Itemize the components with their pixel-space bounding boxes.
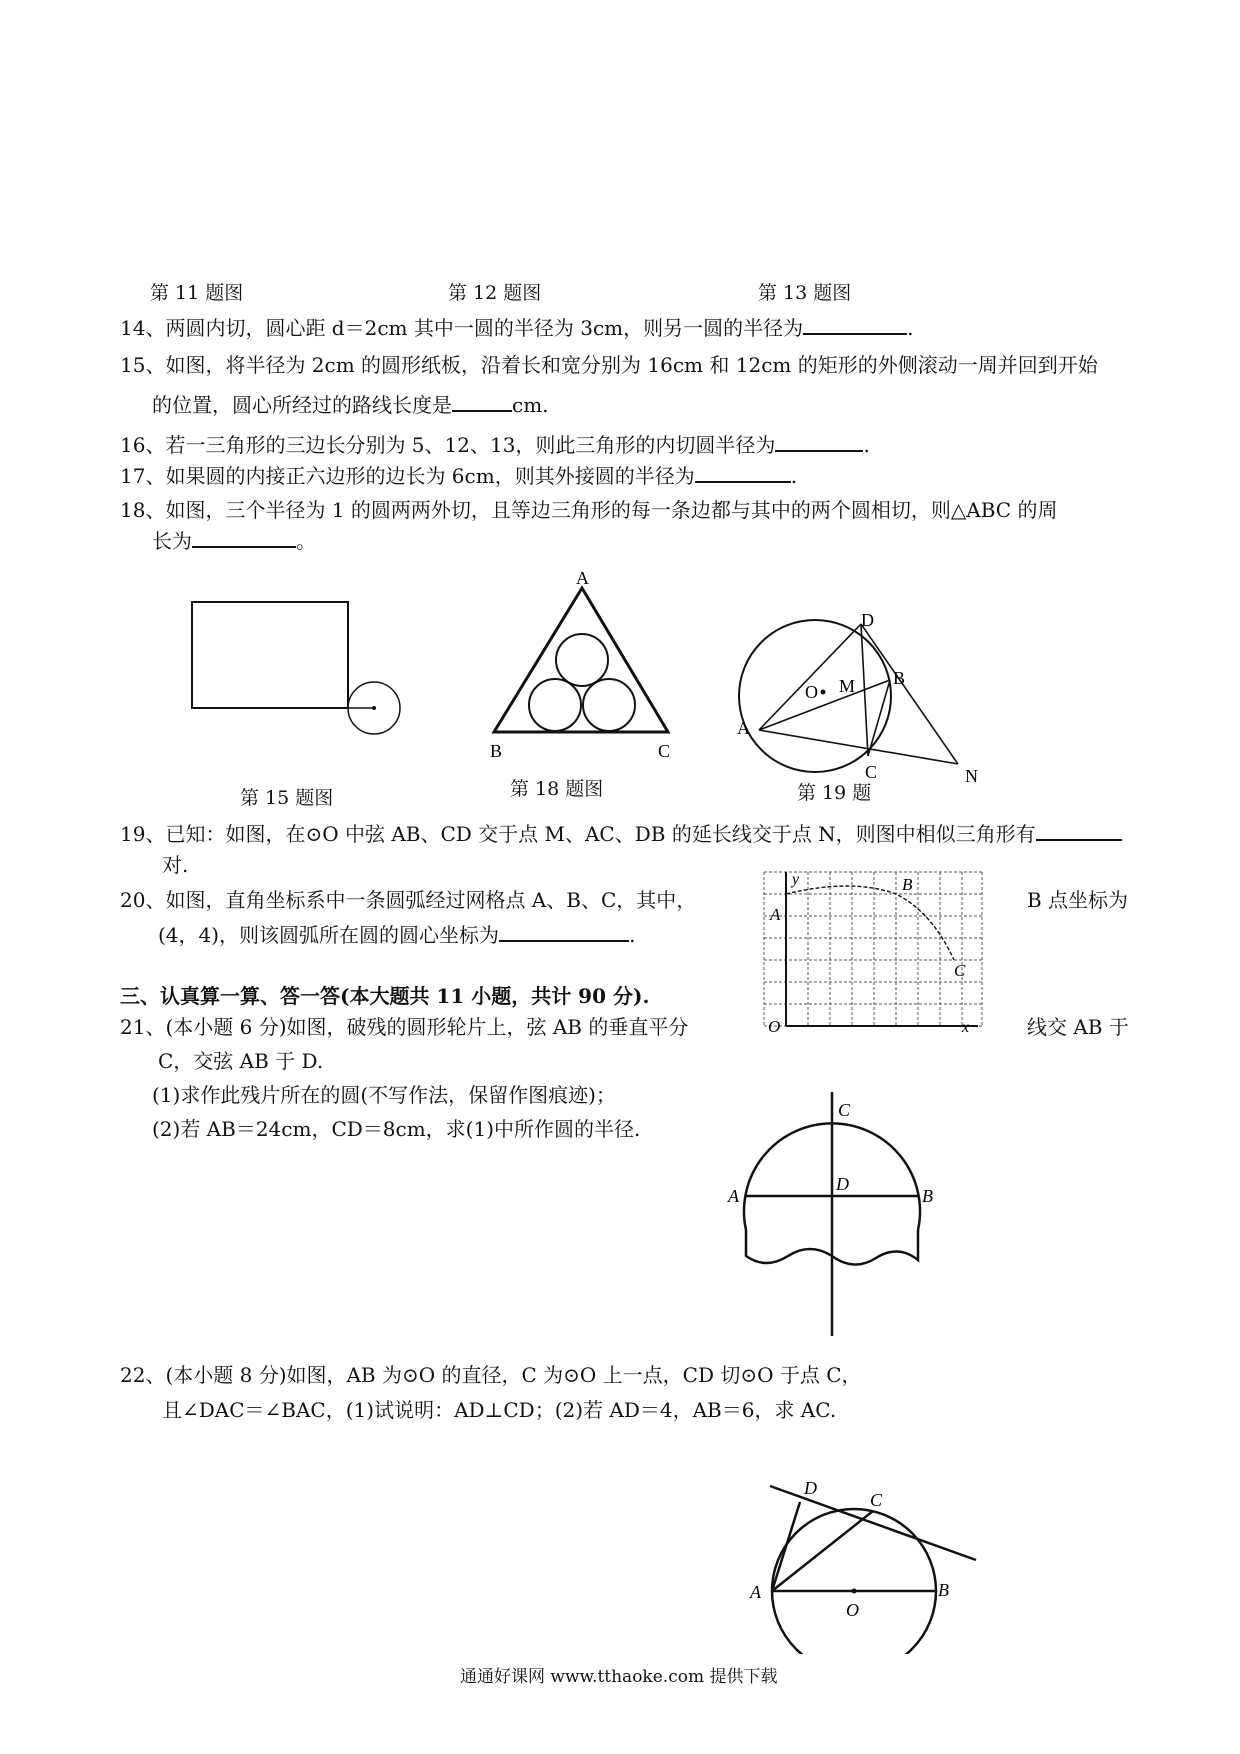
line-bc (868, 680, 890, 756)
caption-fig19: 第 19 题 (797, 782, 872, 804)
question-20-line1: 20、如图，直角坐标系中一条圆弧经过网格点 A、B、C，其中， (120, 888, 697, 912)
circle-center-dot (372, 706, 376, 710)
circle-top (556, 634, 608, 686)
caption-fig13: 第 13 题图 (758, 282, 852, 304)
question-16-end: . (863, 433, 870, 457)
question-22-line1: 22、(本小题 8 分)如图，AB 为⊙O 的直径，C 为⊙O 上一点，CD 切⊙O 于点 C， (120, 1363, 862, 1387)
center-dot (821, 690, 826, 695)
question-14-text: 14、两圆内切，圆心距 d＝2cm 其中一圆的半径为 3cm，则另一圆的半径为 (120, 316, 804, 340)
caption-fig15: 第 15 题图 (240, 787, 334, 809)
label-b: B (490, 741, 503, 761)
answer-blank (775, 432, 863, 452)
label-a: A (576, 568, 589, 588)
question-15-line1: 15、如图，将半径为 2cm 的圆形纸板，沿着长和宽分别为 16cm 和 12cm 的矩形的外侧滚动一周并回到开始 (120, 353, 1098, 377)
label-d: D (861, 612, 874, 630)
question-17 (120, 463, 797, 489)
question-21-part2: (2)若 AB＝24cm，CD＝8cm，求(1)中所作圆的半径. (152, 1117, 641, 1141)
question-21-part1: (1)求作此残片所在的圆(不写作法，保留作图痕迹)； (152, 1083, 616, 1107)
question-18-line1: 18、如图，三个半径为 1 的圆两两外切，且等边三角形的每一条边都与其中的两个圆相切，则△ABC 的周 (120, 498, 1058, 522)
question-20-line1-right: B 点坐标为 (1027, 888, 1129, 912)
footer-download-note: 通通好课网 www.tthaoke.com 提供下载 (460, 1667, 778, 1687)
figure-19 (725, 612, 1005, 792)
question-19-line2: 对. (162, 853, 189, 877)
question-18-text: 长为 (152, 529, 192, 553)
question-20-line2 (158, 922, 635, 948)
figure-21 (720, 1092, 950, 1342)
label-m: M (839, 676, 856, 696)
label-a: A (750, 1582, 761, 1602)
rectangle-shape (192, 602, 348, 708)
circle-left (529, 679, 581, 731)
figure-18 (480, 562, 680, 762)
answer-blank (695, 463, 791, 483)
label-d: D (836, 1174, 849, 1194)
answer-blank (499, 922, 629, 942)
caption-fig18: 第 18 题图 (510, 778, 604, 800)
chord-ac (772, 1511, 873, 1591)
question-14 (120, 315, 913, 341)
question-20-text: (4，4)，则该圆弧所在圆的圆心坐标为 (158, 923, 500, 947)
question-18-end: 。 (296, 529, 316, 553)
answer-blank (452, 392, 512, 412)
question-19-line1 (120, 821, 1122, 847)
circle-right (583, 679, 635, 731)
figure-22 (748, 1468, 994, 1654)
section-3-heading: 三、认真算一算、答一答(本大题共 11 小题，共计 90 分). (120, 984, 650, 1008)
label-c: C (870, 1490, 883, 1510)
question-22-line2: 且∠DAC＝∠BAC，(1)试说明：AD⊥CD；(2)若 AD＝4，AB＝6，求 AC. (162, 1398, 837, 1422)
label-o: O (768, 1017, 781, 1036)
label-c: C (838, 1100, 851, 1120)
question-19-text: 19、已知：如图，在⊙O 中弦 AB、CD 交于点 M、AC、DB 的延长线交于点 N，则图中相似三角形有 (120, 822, 1036, 846)
label-o: O (805, 682, 818, 702)
circle-o (772, 1509, 936, 1654)
question-17-end: . (790, 464, 798, 488)
label-c: C (865, 762, 878, 782)
question-21-line1: 21、(本小题 6 分)如图，破残的圆形轮片上，弦 AB 的垂直平分 (120, 1015, 689, 1039)
label-x: x (962, 1019, 970, 1036)
answer-blank (803, 315, 907, 335)
label-b: B (938, 1580, 949, 1600)
label-d: D (804, 1478, 817, 1498)
caption-fig12: 第 12 题图 (448, 282, 542, 304)
label-a: A (770, 905, 781, 924)
caption-fig11: 第 11 题图 (150, 282, 244, 304)
label-b: B (893, 668, 906, 688)
figure-15 (162, 570, 412, 750)
question-15-line2 (152, 392, 549, 418)
question-14-end: . (907, 316, 914, 340)
label-o: O (846, 1600, 859, 1620)
segment-ad (772, 1502, 800, 1591)
question-16 (120, 432, 870, 458)
question-15-text: 的位置，圆心所经过的路线长度是 (152, 393, 452, 417)
label-c: C (954, 961, 966, 980)
answer-blank (192, 528, 296, 548)
center-dot (852, 1589, 857, 1594)
answer-blank (1036, 821, 1122, 841)
question-18-line2 (152, 528, 316, 554)
label-n: N (965, 766, 978, 786)
question-16-text: 16、若一三角形的三边长分别为 5、12、13，则此三角形的内切圆半径为 (120, 433, 776, 457)
label-b: B (922, 1186, 933, 1206)
chord-ab (759, 680, 890, 730)
question-21-line1-right: 线交 AB 于 (1027, 1015, 1129, 1039)
label-a: A (728, 1186, 739, 1206)
label-a: A (737, 718, 750, 738)
label-c: C (658, 741, 671, 761)
figure-20 (762, 868, 990, 1040)
question-21-line2: C，交弦 AB 于 D. (158, 1049, 324, 1073)
arc-abc (786, 886, 954, 960)
question-17-text: 17、如果圆的内接正六边形的边长为 6cm，则其外接圆的半径为 (120, 464, 695, 488)
question-20-end: . (629, 923, 636, 947)
question-15-unit: cm. (512, 393, 549, 417)
label-b: B (902, 875, 913, 894)
label-y: y (792, 871, 800, 888)
